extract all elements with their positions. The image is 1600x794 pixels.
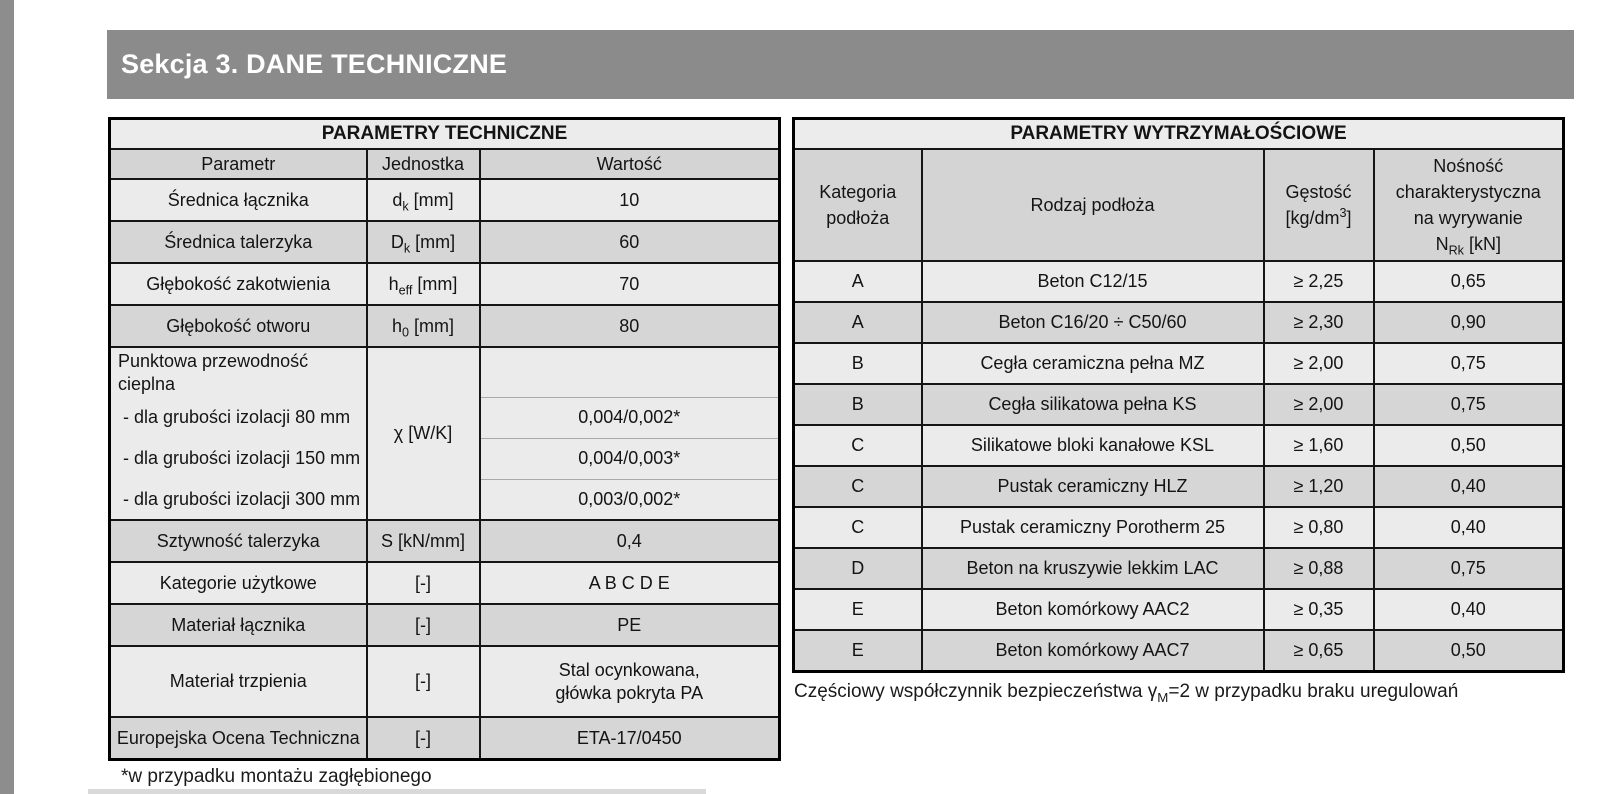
param-cell: Głębokość otworu: [110, 305, 367, 347]
table-row: [110, 717, 780, 759]
param-cell: Średnica talerzyka: [110, 221, 367, 263]
unit-cell: [-]: [367, 562, 480, 604]
substrate-cell: Beton na kruszywie lekkim LAC: [922, 548, 1264, 589]
value-cell: 60: [480, 221, 780, 263]
table-title-row: [110, 119, 780, 150]
table-row: [794, 630, 1564, 671]
density-cell: ≥ 0,35: [1264, 589, 1374, 630]
value-cell: 0,004/0,002*: [480, 397, 780, 438]
column-header-density: Gęstość $[kg/dm^3]$: [1264, 149, 1374, 261]
capacity-cell: 0,75: [1374, 548, 1564, 589]
density-cell: ≥ 1,20: [1264, 466, 1374, 507]
unit-cell: $h_0$ [mm]: [367, 305, 480, 347]
table-row: [794, 466, 1564, 507]
capacity-cell: 0,40: [1374, 589, 1564, 630]
category-cell: A: [794, 261, 922, 302]
unit-cell: $D_k$ [mm]: [367, 221, 480, 263]
category-cell: B: [794, 343, 922, 384]
column-header-row: [110, 149, 780, 179]
technical-parameters-column: [108, 117, 778, 788]
table-row: [794, 425, 1564, 466]
table-row: [110, 520, 780, 562]
substrate-cell: Cegła ceramiczna pełna MZ: [922, 343, 1264, 384]
value-cell: PE: [480, 604, 780, 646]
capacity-cell: 0,75: [1374, 343, 1564, 384]
table-row: [794, 548, 1564, 589]
param-cell: Kategorie użytkowe: [110, 562, 367, 604]
unit-cell: [-]: [367, 604, 480, 646]
unit-cell: [-]: [367, 717, 480, 759]
unit-cell: S [kN/mm]: [367, 520, 480, 562]
strength-parameters-column: [792, 117, 1562, 703]
section-title: Sekcja 3. DANE TECHNICZNE: [121, 49, 508, 79]
category-cell: C: [794, 507, 922, 548]
substrate-cell: Silikatowe bloki kanałowe KSL: [922, 425, 1264, 466]
table-row: [794, 384, 1564, 425]
category-cell: E: [794, 589, 922, 630]
table-row: [794, 261, 1564, 302]
table-title: PARAMETRY WYTRZYMAŁOŚCIOWE: [794, 119, 1564, 150]
table-row: [794, 302, 1564, 343]
table-row: [110, 179, 780, 221]
param-cell: - dla grubości izolacji 150 mm: [110, 438, 367, 479]
next-section-bar-edge: [88, 789, 706, 794]
substrate-cell: Pustak ceramiczny Porotherm 25: [922, 507, 1264, 548]
column-header-substrate: Rodzaj podłoża: [922, 149, 1264, 261]
table-row: [110, 646, 780, 717]
capacity-cell: 0,75: [1374, 384, 1564, 425]
param-cell: Materiał łącznika: [110, 604, 367, 646]
substrate-cell: Beton komórkowy AAC7: [922, 630, 1264, 671]
strength-parameters-table: [792, 117, 1565, 673]
capacity-cell: 0,90: [1374, 302, 1564, 343]
density-cell: ≥ 2,25: [1264, 261, 1374, 302]
section-header-bar: [107, 30, 1574, 99]
density-cell: ≥ 2,00: [1264, 343, 1374, 384]
value-cell: 80: [480, 305, 780, 347]
unit-cell: χ [W/K]: [367, 347, 480, 520]
right-table-footnote: Częściowy współczynnik bezpieczeństwa $\gamma_M=2$ w przypadku braku uregulowań: [794, 680, 1459, 705]
substrate-cell: Cegła silikatowa pełna KS: [922, 384, 1264, 425]
param-cell: Sztywność talerzyka: [110, 520, 367, 562]
column-header-value: Wartość: [480, 149, 780, 179]
category-cell: D: [794, 548, 922, 589]
unit-cell: $h_{eff}$ [mm]: [367, 263, 480, 305]
value-cell: [480, 347, 780, 397]
unit-cell: [-]: [367, 646, 480, 717]
substrate-cell: Beton C16/20 ÷ C50/60: [922, 302, 1264, 343]
category-cell: A: [794, 302, 922, 343]
table-row: [110, 221, 780, 263]
table-row: [794, 589, 1564, 630]
param-cell: Punktowa przewodność cieplna: [110, 347, 367, 397]
column-header-row: [794, 149, 1564, 261]
value-cell: Stal ocynkowana, główka pokryta PA: [480, 646, 780, 717]
value-cell: ETA-17/0450: [480, 717, 780, 759]
unit-cell: $d_k$ [mm]: [367, 179, 480, 221]
substrate-cell: Beton C12/15: [922, 261, 1264, 302]
capacity-cell: 0,40: [1374, 507, 1564, 548]
value-cell: 0,003/0,002*: [480, 479, 780, 520]
value-cell: 10: [480, 179, 780, 221]
capacity-cell: 0,65: [1374, 261, 1564, 302]
substrate-cell: Beton komórkowy AAC2: [922, 589, 1264, 630]
value-cell: 70: [480, 263, 780, 305]
category-cell: E: [794, 630, 922, 671]
column-header-category: Kategoria podłoża: [794, 149, 922, 261]
technical-parameters-table: [108, 117, 781, 761]
param-cell: - dla grubości izolacji 80 mm: [110, 397, 367, 438]
column-header-unit: Jednostka: [367, 149, 480, 179]
value-cell: 0,004/0,003*: [480, 438, 780, 479]
column-header-capacity: Nośność charakterystyczna na wyrywanie $N_{Rk}$ [kN]: [1374, 149, 1564, 261]
left-table-footnote: *w przypadku montażu zagłębionego: [121, 765, 432, 787]
density-cell: ≥ 0,88: [1264, 548, 1374, 589]
table-row: [110, 562, 780, 604]
param-cell: - dla grubości izolacji 300 mm: [110, 479, 367, 520]
category-cell: B: [794, 384, 922, 425]
value-cell: 0,4: [480, 520, 780, 562]
table-row: [110, 305, 780, 347]
table-title: PARAMETRY TECHNICZNE: [110, 119, 780, 150]
param-cell: Europejska Ocena Techniczna: [110, 717, 367, 759]
table-row: [110, 347, 780, 397]
param-cell: Głębokość zakotwienia: [110, 263, 367, 305]
category-cell: C: [794, 425, 922, 466]
capacity-cell: 0,50: [1374, 630, 1564, 671]
density-cell: ≥ 2,30: [1264, 302, 1374, 343]
density-cell: ≥ 1,60: [1264, 425, 1374, 466]
param-cell: Średnica łącznika: [110, 179, 367, 221]
column-header-param: Parametr: [110, 149, 367, 179]
capacity-cell: 0,50: [1374, 425, 1564, 466]
substrate-cell: Pustak ceramiczny HLZ: [922, 466, 1264, 507]
density-cell: ≥ 2,00: [1264, 384, 1374, 425]
table-row: [794, 507, 1564, 548]
table-row: [110, 263, 780, 305]
value-cell: A B C D E: [480, 562, 780, 604]
left-page-margin-strip: [0, 0, 14, 794]
table-title-row: [794, 119, 1564, 150]
param-cell: Materiał trzpienia: [110, 646, 367, 717]
table-row: [110, 604, 780, 646]
category-cell: C: [794, 466, 922, 507]
density-cell: ≥ 0,65: [1264, 630, 1374, 671]
density-cell: ≥ 0,80: [1264, 507, 1374, 548]
table-row: [794, 343, 1564, 384]
capacity-cell: 0,40: [1374, 466, 1564, 507]
